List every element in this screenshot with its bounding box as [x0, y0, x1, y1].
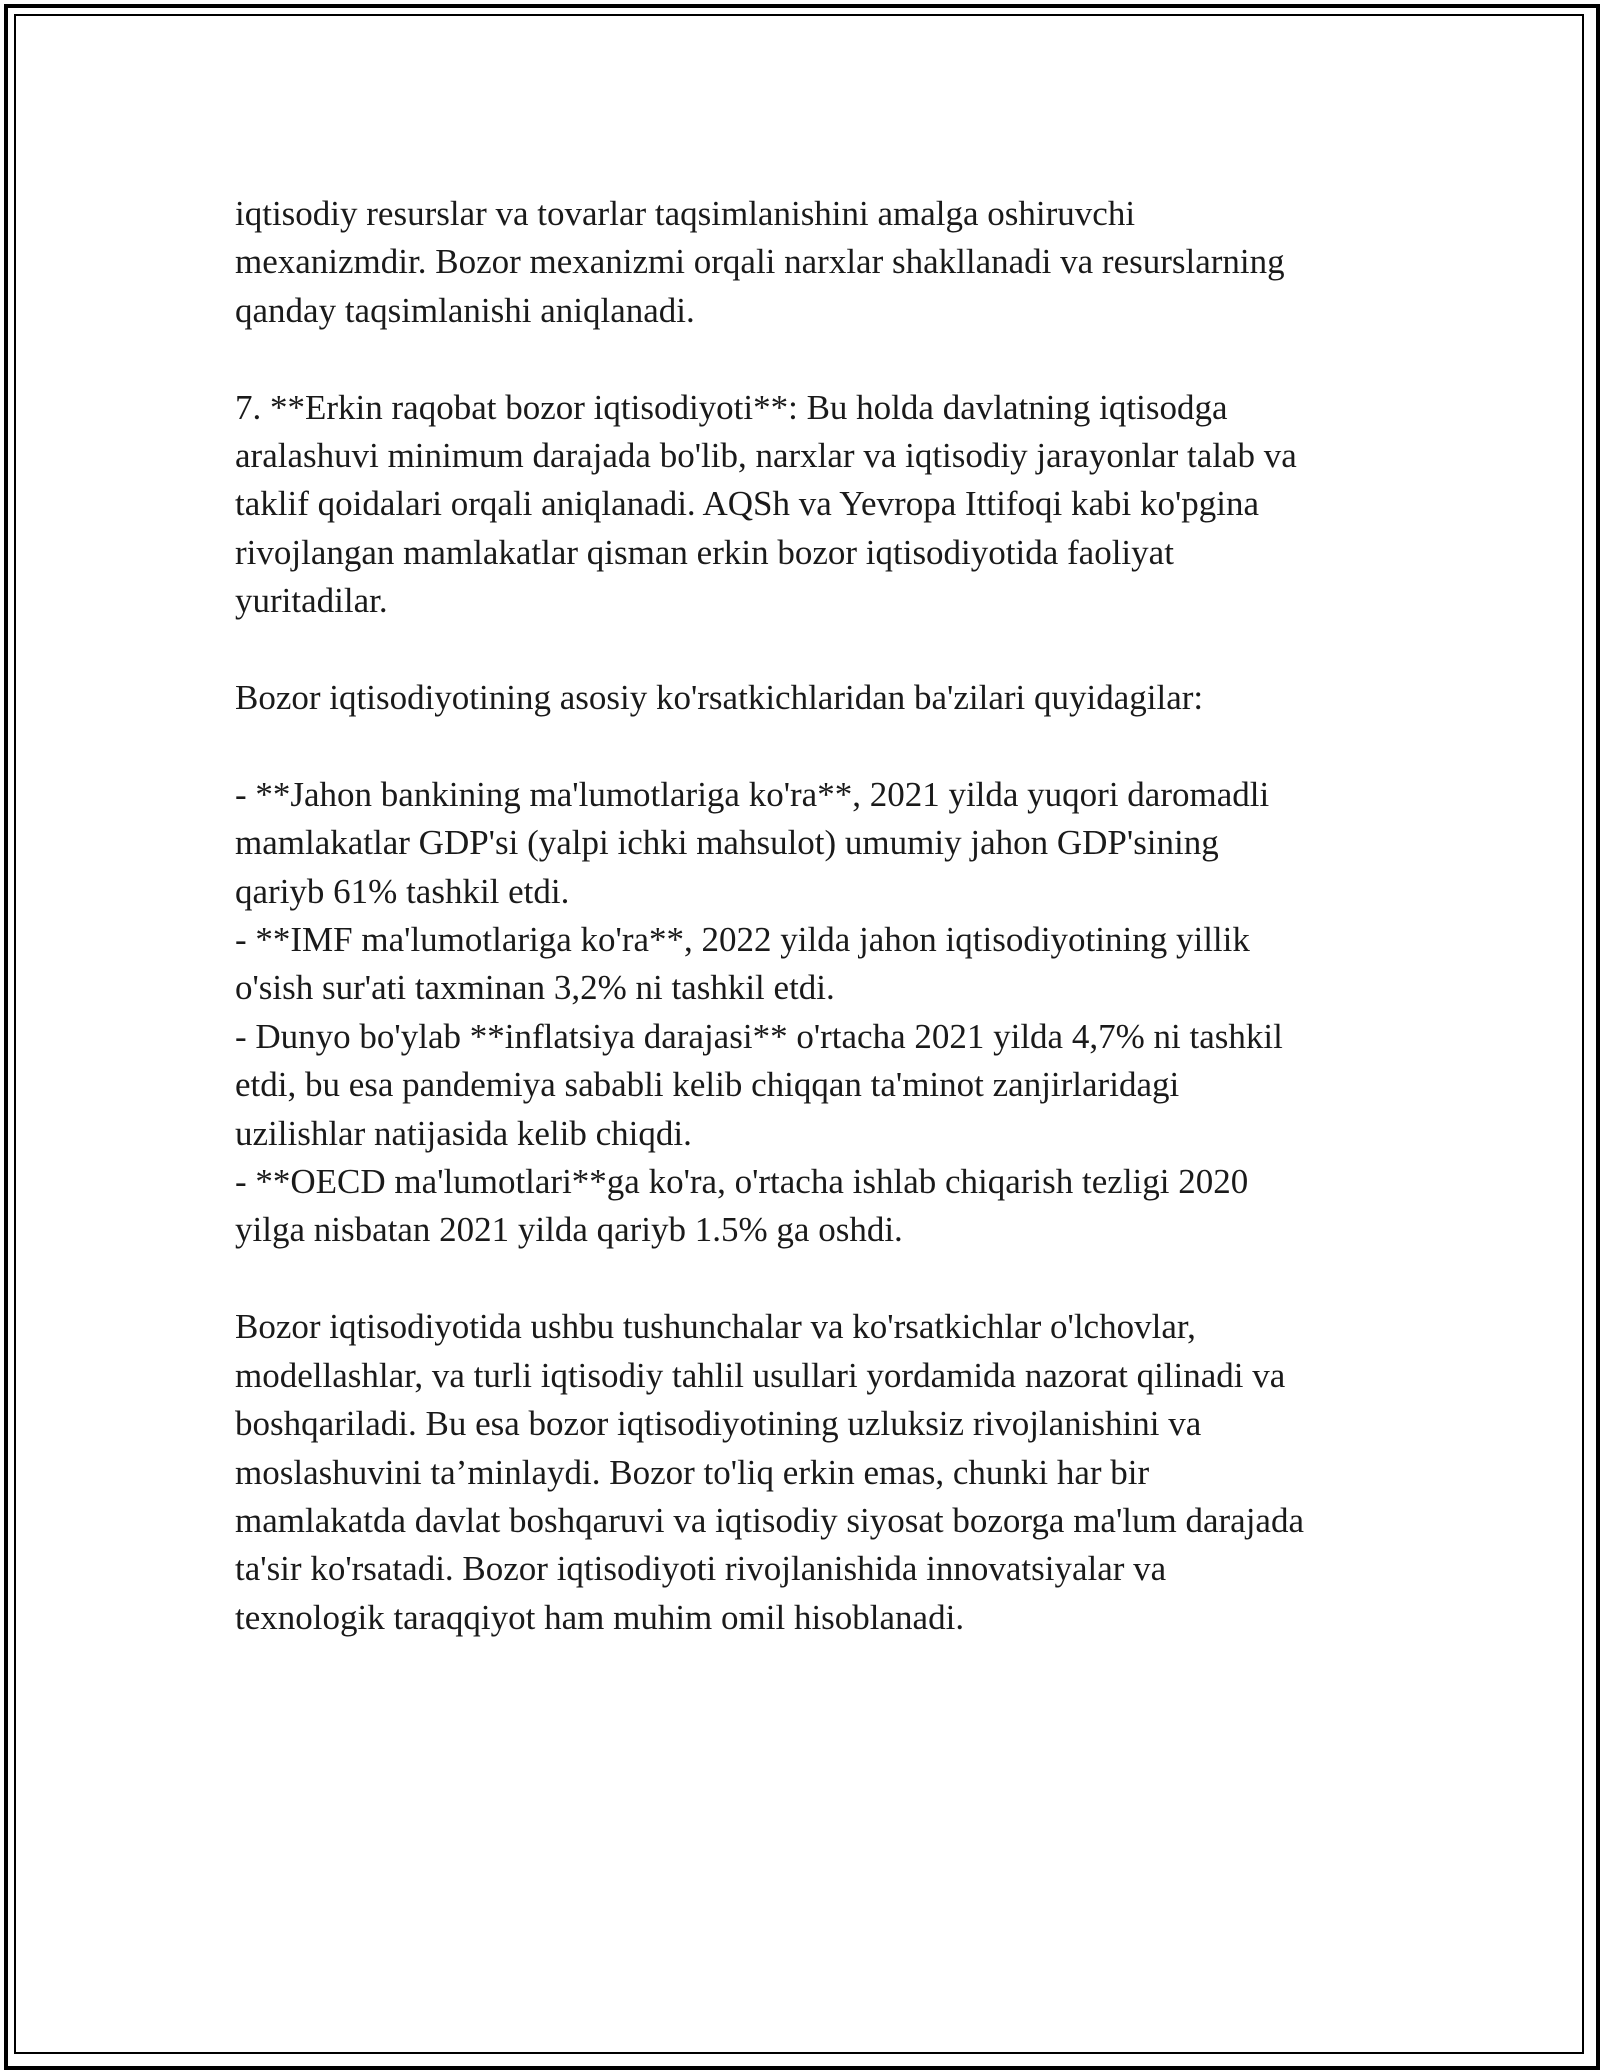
- text-line: Bozor iqtisodiyotining asosiy ko'rsatkichlaridan ba'zilari quyidagilar:: [235, 678, 1204, 718]
- text-line: yuritadilar.: [235, 581, 388, 621]
- text-line: 7. **Erkin raqobat bozor iqtisodiyoti**: Bu holda davlatning iqtisodga: [235, 387, 1228, 427]
- list-item-line: uzilishlar natijasida kelib chiqdi.: [235, 1113, 692, 1153]
- text-line: ta'sir ko'rsatadi. Bozor iqtisodiyoti rivojlanishida innovatsiyalar va: [235, 1549, 1167, 1589]
- list-item-line: yilga nisbatan 2021 yilda qariyb 1.5% ga oshdi.: [235, 1210, 903, 1250]
- text-line: mamlakatda davlat boshqaruvi va iqtisodiy siyosat bozorga ma'lum darajada: [235, 1500, 1304, 1540]
- text-line: Bozor iqtisodiyotida ushbu tushunchalar va ko'rsatkichlar o'lchovlar,: [235, 1307, 1196, 1347]
- document-body: [235, 190, 1375, 1642]
- text-line: texnologik taraqqiyot ham muhim omil hisoblanadi.: [235, 1597, 965, 1637]
- text-line: taklif qoidalari orqali aniqlanadi. AQSh va Yevropa Ittifoqi kabi ko'pgina: [235, 484, 1260, 524]
- indicators-list: [235, 771, 1375, 1255]
- list-item-line: - **OECD ma'lumotlari**ga ko'ra, o'rtacha ishlab chiqarish tezligi 2020: [235, 1162, 1249, 1202]
- paragraph-market-mechanism: [235, 190, 1375, 335]
- text-line: boshqariladi. Bu esa bozor iqtisodiyotining uzluksiz rivojlanishini va: [235, 1404, 1202, 1444]
- list-item-line: etdi, bu esa pandemiya sababli kelib chiqqan ta'minot zanjirlaridagi: [235, 1065, 1180, 1105]
- list-item-line: - **Jahon bankining ma'lumotlariga ko'ra**, 2021 yilda yuqori daromadli: [235, 774, 1270, 814]
- paragraph-conclusion: [235, 1303, 1375, 1642]
- paragraph-gap: [235, 626, 1375, 674]
- paragraph-gap: [235, 335, 1375, 383]
- paragraph-indicators-intro: [235, 674, 1375, 722]
- text-line: qanday taqsimlanishi aniqlanadi.: [235, 290, 695, 330]
- list-item-line: qariyb 61% tashkil etdi.: [235, 871, 570, 911]
- list-item-line: o'sish sur'ati taxminan 3,2% ni tashkil etdi.: [235, 968, 835, 1008]
- text-line: mexanizmdir. Bozor mexanizmi orqali narxlar shakllanadi va resurslarning: [235, 242, 1285, 282]
- paragraph-gap: [235, 722, 1375, 770]
- list-item-line: mamlakatlar GDP'si (yalpi ichki mahsulot) umumiy jahon GDP'sining: [235, 823, 1219, 863]
- paragraph-free-competition: [235, 384, 1375, 626]
- text-line: aralashuvi minimum darajada bo'lib, narxlar va iqtisodiy jarayonlar talab va: [235, 436, 1297, 476]
- text-line: iqtisodiy resurslar va tovarlar taqsimlanishini amalga oshiruvchi: [235, 194, 1136, 233]
- text-line: moslashuvini ta’minlaydi. Bozor to'liq erkin emas, chunki har bir: [235, 1452, 1150, 1492]
- paragraph-gap: [235, 1255, 1375, 1303]
- list-item-line: - Dunyo bo'ylab **inflatsiya darajasi** o'rtacha 2021 yilda 4,7% ni tashkil: [235, 1016, 1283, 1056]
- list-item-line: - **IMF ma'lumotlariga ko'ra**, 2022 yilda jahon iqtisodiyotining yillik: [235, 920, 1250, 960]
- text-line: rivojlangan mamlakatlar qisman erkin bozor iqtisodiyotida faoliyat: [235, 532, 1174, 572]
- text-line: modellashlar, va turli iqtisodiy tahlil usullari yordamida nazorat qilinadi va: [235, 1355, 1286, 1395]
